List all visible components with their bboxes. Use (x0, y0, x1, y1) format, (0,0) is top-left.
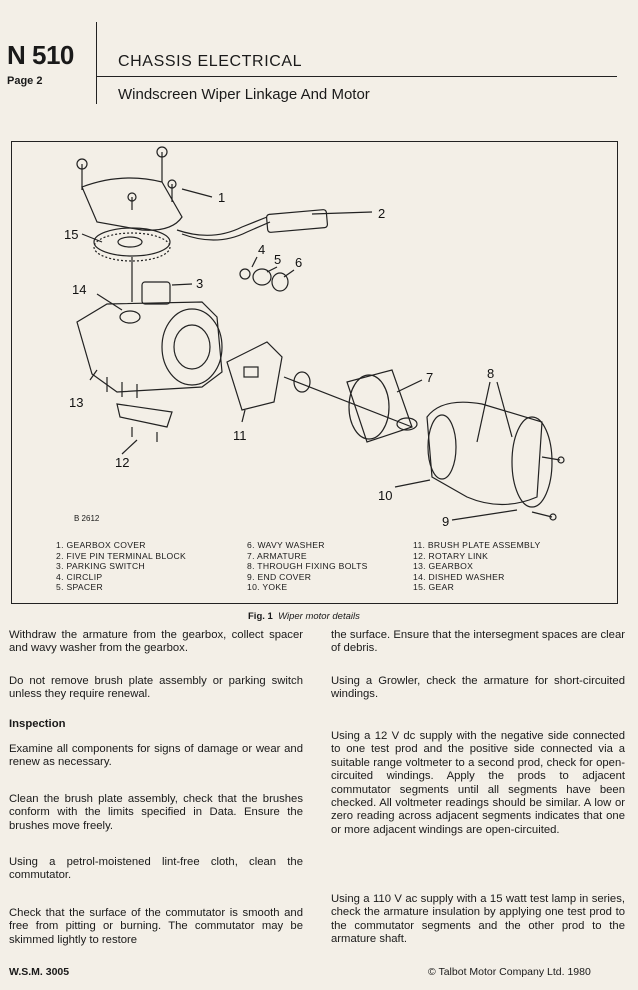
paragraph: Examine all components for signs of damage or wear and renew as necessary. (9, 743, 303, 769)
gearbox-shape (77, 302, 222, 392)
legend-column-1 (56, 540, 186, 593)
callout-1: 1 (218, 190, 226, 205)
callout-15: 15 (64, 227, 79, 242)
yoke-shape (427, 402, 542, 504)
callout-14: 14 (72, 282, 87, 297)
callout-4: 4 (258, 242, 266, 257)
paragraph: Withdraw the armature from the gearbox, collect spacer and wavy washer from the gearbox. (9, 629, 303, 655)
header-divider-horizontal (96, 76, 617, 77)
legend-column-2 (247, 540, 368, 593)
legend-item: 2. FIVE PIN TERMINAL BLOCK (56, 550, 187, 561)
paragraph: Clean the brush plate assembly, check that the brushes conform with the limits specified in Data. Ensure the brushes move freely. (9, 793, 303, 832)
callout-5: 5 (274, 252, 282, 267)
legend-item: 12. ROTARY LINK (413, 550, 489, 561)
copyright-notice: © Talbot Motor Company Ltd. 1980 (428, 966, 591, 978)
paragraph: the surface. Ensure that the intersegment spaces are clear of debris. (331, 629, 625, 655)
legend-item: 10. YOKE (247, 582, 288, 593)
figure-caption-title: Wiper motor details (278, 611, 360, 622)
legend-item: 13. GEARBOX (413, 561, 474, 572)
legend-column-3 (413, 540, 541, 593)
callout-2: 2 (378, 206, 386, 221)
callout-13: 13 (69, 395, 84, 410)
header-divider-vertical (96, 22, 97, 104)
callout-10: 10 (378, 488, 393, 503)
figure-caption (248, 611, 360, 622)
paragraph: Check that the surface of the commutator is smooth and free from pitting or burning. The commutator may be skimmed lightly to restore (9, 907, 303, 946)
callout-9: 9 (442, 514, 450, 529)
callout-7: 7 (426, 370, 434, 385)
legend-item: 11. BRUSH PLATE ASSEMBLY (413, 540, 541, 550)
legend-item: 5. SPACER (56, 582, 103, 593)
figure-frame (11, 141, 618, 604)
legend-item: 9. END COVER (247, 571, 312, 582)
legend-item: 7. ARMATURE (247, 550, 307, 561)
paragraph: Using a Growler, check the armature for short-circuited windings. (331, 675, 625, 701)
section-heading: Inspection (9, 718, 66, 730)
model-code: N 510 (7, 40, 74, 70)
paragraph: Using a 110 V ac supply with a 15 watt test lamp in series, check the armature insulation by applying one test prod to the commutator segments and the other prod to the armature shaft. (331, 893, 625, 946)
callout-6: 6 (295, 255, 303, 270)
brush-plate-shape (227, 342, 282, 410)
paragraph: Do not remove brush plate assembly or parking switch unless they require renewal. (9, 675, 303, 701)
figure-reference: B 2612 (74, 514, 100, 523)
paragraph: Using a 12 V dc supply with the negative side connected to one test prod and the positive side connected via a suitable range voltmeter to a second prod, check for open-circuited windings. Apply the prods to adjacent commutator segments until all segments have been checked. All voltmeter readings should be similar. A low or zero reading across adjacent segments indicates that one or more adjacent windings are open-circuited. (331, 730, 625, 836)
manual-reference: W.S.M. 3005 (9, 966, 70, 978)
callout-12: 12 (115, 455, 130, 470)
legend-item: 6. WAVY WASHER (247, 540, 325, 550)
legend-item: 3. PARKING SWITCH (56, 561, 145, 572)
legend-item: 15. GEAR (413, 582, 455, 593)
exploded-motor-drawing (12, 142, 617, 603)
end-cover-shape (512, 417, 552, 507)
legend-item: 8. THROUGH FIXING BOLTS (247, 561, 368, 572)
callout-8: 8 (487, 366, 495, 381)
figure-caption-label: Fig. 1 (248, 611, 273, 622)
callout-3: 3 (196, 276, 204, 291)
legend-item: 1. GEARBOX COVER (56, 540, 146, 550)
legend-item: 14. DISHED WASHER (413, 571, 505, 582)
page-subtitle: Windscreen Wiper Linkage And Motor (118, 86, 370, 103)
legend-item: 4. CIRCLIP (56, 571, 103, 582)
section-title: CHASSIS ELECTRICAL (118, 53, 303, 70)
paragraph: Using a petrol-moistened lint-free cloth, clean the commutator. (9, 856, 303, 882)
page-number: Page 2 (7, 75, 43, 87)
callout-11: 11 (233, 428, 247, 443)
